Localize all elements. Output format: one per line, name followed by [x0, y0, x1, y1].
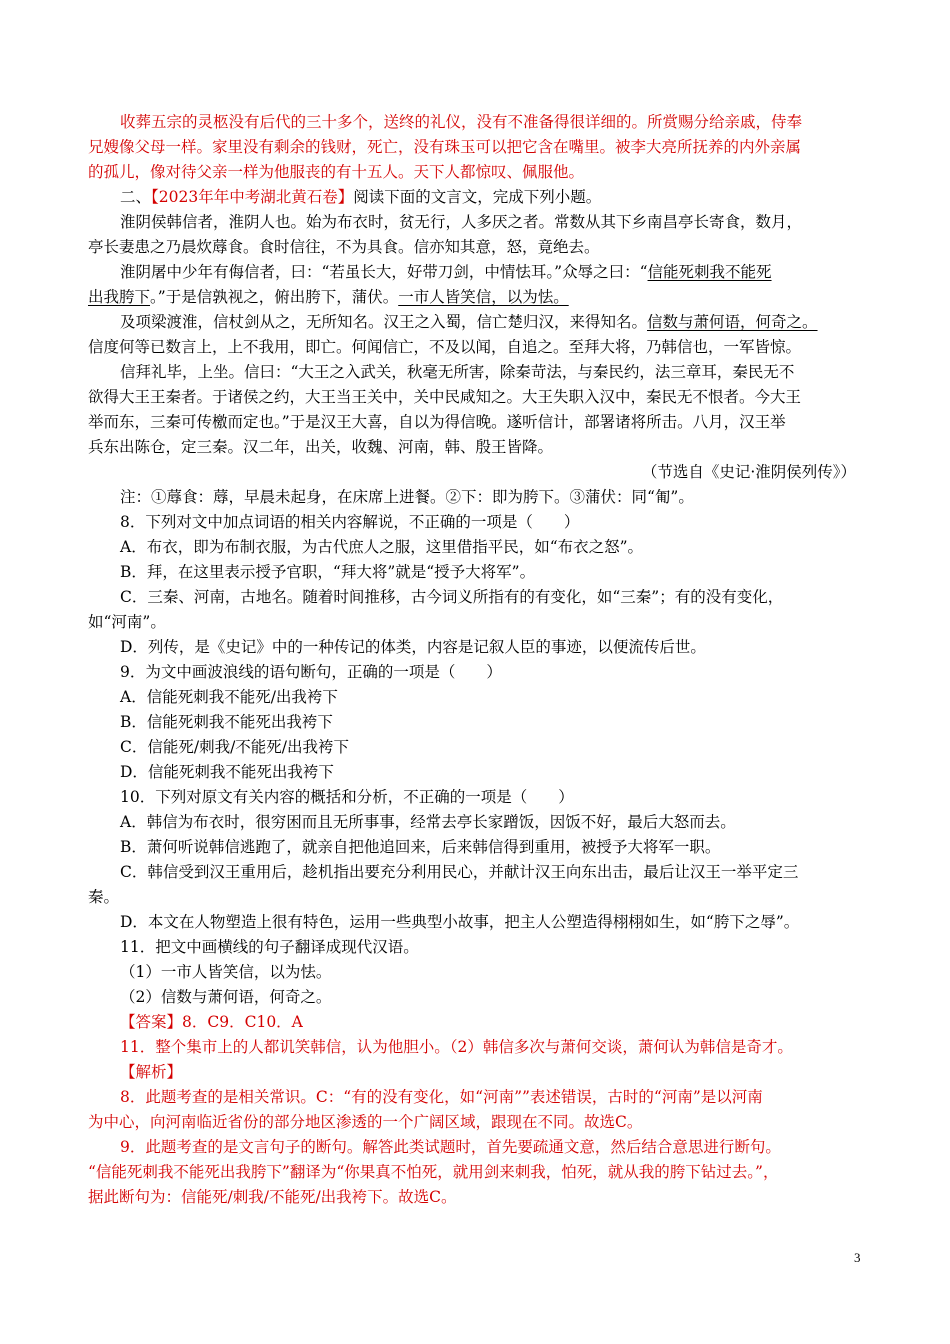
wavy-underlined-sentence: 出我胯下	[88, 288, 151, 306]
answer-line: 11．整个集市上的人都讥笑韩信，认为他胆小。（2）韩信多次与萧何交谈，萧何认为韩信是奇才。	[120, 1038, 793, 1056]
passage-line	[88, 310, 870, 335]
footnote: 注：①蓐食：蓐，早晨未起身，在床席上进餐。②下：即为胯下。③蒲伏：同“匍”。	[120, 488, 694, 506]
underlined-sentence-1: 一市人皆笑信，以为怯。	[398, 288, 569, 306]
passage-text: 及项梁渡淮，信杖剑从之，无所知名。汉王之入蜀，信亡楚归汉，来得知名。	[120, 313, 648, 331]
option: A．布衣，即为布制衣服，为古代庶人之服，这里借指平民，如“布衣之怒”。	[120, 538, 644, 556]
page-content	[88, 110, 870, 1210]
passage-line: 淮阴侯韩信者，淮阴人也。始为布衣时，贫无行，人多厌之者。常数从其下乡南昌亭长寄食，数月，	[120, 213, 803, 231]
option: C．信能死/刺我/不能死/出我袴下	[120, 738, 350, 756]
option: C．三秦、河南，古地名。随着时间推移，古今词义所指有的有变化，如“三秦”；有的没有变化，	[120, 588, 784, 606]
passage-line	[88, 285, 870, 310]
passage-line: 欲得大王王秦者。于诸侯之约，大王当王关中，关中民咸知之。大王失职入汉中，秦民无不恨者。今大王	[88, 388, 802, 406]
passage-text: 淮阴屠中少年有侮信者，曰：“若虽长大，好带刀剑，中情怯耳。”众辱之曰：“	[120, 263, 648, 281]
option: C．韩信受到汉王重用后，趁机指出要充分利用民心，并献计汉王向东出击，最后让汉王一举平定三	[120, 863, 799, 881]
option: A．韩信为布衣时，很穷困而且无所事事，经常去亭长家蹭饭，因饭不好，最后大怒而去。	[120, 813, 736, 831]
answer-text: 8．C9．C10．A	[182, 1013, 303, 1031]
option: D．本文在人物塑造上很有特色，运用一些典型小故事，把主人公塑造得栩栩如生，如“胯下之辱”。	[120, 913, 800, 931]
option: B．萧何听说韩信逃跑了，就亲自把他追回来，后来韩信得到重用，被授予大将军一职。	[120, 838, 721, 856]
option: A．信能死刺我不能死/出我袴下	[120, 688, 338, 706]
section-instruction: 阅读下面的文言文，完成下列小题。	[353, 188, 602, 206]
analysis-line: 为中心，向河南临近省份的部分地区渗透的一个广阔区域，跟现在不同。故选C。	[88, 1113, 643, 1131]
analysis-tag: 【解析】	[120, 1063, 183, 1081]
analysis-line: “信能死刺我不能死出我胯下”翻译为“你果真不怕死，就用剑来刺我，怕死，就从我的胯下钻过去。”，	[88, 1163, 779, 1181]
citation: （节选自《史记·淮阴侯列传》）	[641, 463, 856, 481]
intro-line: 的孤儿，像对待父亲一样为他服丧的有十五人。天下人都惊叹、佩服他。	[88, 163, 585, 181]
question-10: 10．下列对原文有关内容的概括和分析，不正确的一项是（ ）	[120, 788, 574, 806]
passage-text: 。”于是信孰视之，俯出胯下，蒲伏。	[150, 288, 399, 306]
question-9: 9．为文中画波浪线的语句断句，正确的一项是（ ）	[120, 663, 502, 681]
sub-question: （2）信数与萧何语，何奇之。	[120, 988, 332, 1006]
section-heading	[88, 185, 870, 210]
passage-line: 兵东出陈仓，定三秦。汉二年，出关，收魏、河南，韩、殷王皆降。	[88, 438, 554, 456]
option: B．信能死刺我不能死出我袴下	[120, 713, 333, 731]
answer-line	[88, 1010, 870, 1035]
page-number: 3	[854, 1250, 861, 1265]
analysis-line: 据此断句为：信能死/刺我/不能死/出我袴下。故选C。	[88, 1188, 457, 1206]
option-continuation: 如“河南”。	[88, 613, 166, 631]
passage-line	[88, 260, 870, 285]
intro-line: 收葬五宗的灵柩没有后代的三十多个，送终的礼仪，没有不准备得很详细的。所赏赐分给亲戚，侍奉	[120, 113, 803, 131]
section-prefix: 二、	[120, 188, 152, 206]
option: D．信能死刺我不能死出我袴下	[120, 763, 334, 781]
question-11: 11．把文中画横线的句子翻译成现代汉语。	[120, 938, 419, 956]
answer-tag: 【答案】	[120, 1013, 183, 1031]
passage-line: 信度何等已数言上，上不我用，即亡。何闻信亡，不及以闻，自追之。至拜大将，乃韩信也，一军皆惊。	[88, 338, 802, 356]
passage-line: 信拜礼毕，上坐。信曰：“大王之入武关，秋毫无所害，除秦苛法，与秦民约，法三章耳，秦民无不	[120, 363, 795, 381]
option-continuation: 秦。	[88, 888, 120, 906]
exam-source: 【2023年年中考湖北黄石卷】	[151, 188, 354, 206]
question-8: 8．下列对文中加点词语的相关内容解说，不正确的一项是（ ）	[120, 513, 580, 531]
underlined-sentence-2: 信数与萧何语，何奇之。	[647, 313, 818, 331]
analysis-line: 8．此题考查的是相关常识。C：“有的没有变化，如“河南””表述错误，古时的“河南”是以河南	[120, 1088, 763, 1106]
analysis-line: 9．此题考查的是文言句子的断句。解答此类试题时，首先要疏通文意，然后结合意思进行断句。	[120, 1138, 781, 1156]
sub-question: （1）一市人皆笑信，以为怯。	[120, 963, 332, 981]
intro-line: 兄嫂像父母一样。家里没有剩余的钱财，死亡，没有珠玉可以把它含在嘴里。被李大亮所抚养的内外亲属	[88, 138, 802, 156]
passage-line: 亭长妻患之乃晨炊蓐食。食时信往，不为具食。信亦知其意，怒，竟绝去。	[88, 238, 600, 256]
option: D．列传，是《史记》中的一种传记的体类，内容是记叙人臣的事迹，以便流传后世。	[120, 638, 706, 656]
passage-line: 举而东，三秦可传檄而定也。”于是汉王大喜，自以为得信晚。遂听信计，部署诸将所击。八月，汉王举	[88, 413, 786, 431]
option: B．拜，在这里表示授予官职，“拜大将”就是“授予大将军”。	[120, 563, 536, 581]
wavy-underlined-sentence: 信能死刺我不能死	[647, 263, 772, 281]
